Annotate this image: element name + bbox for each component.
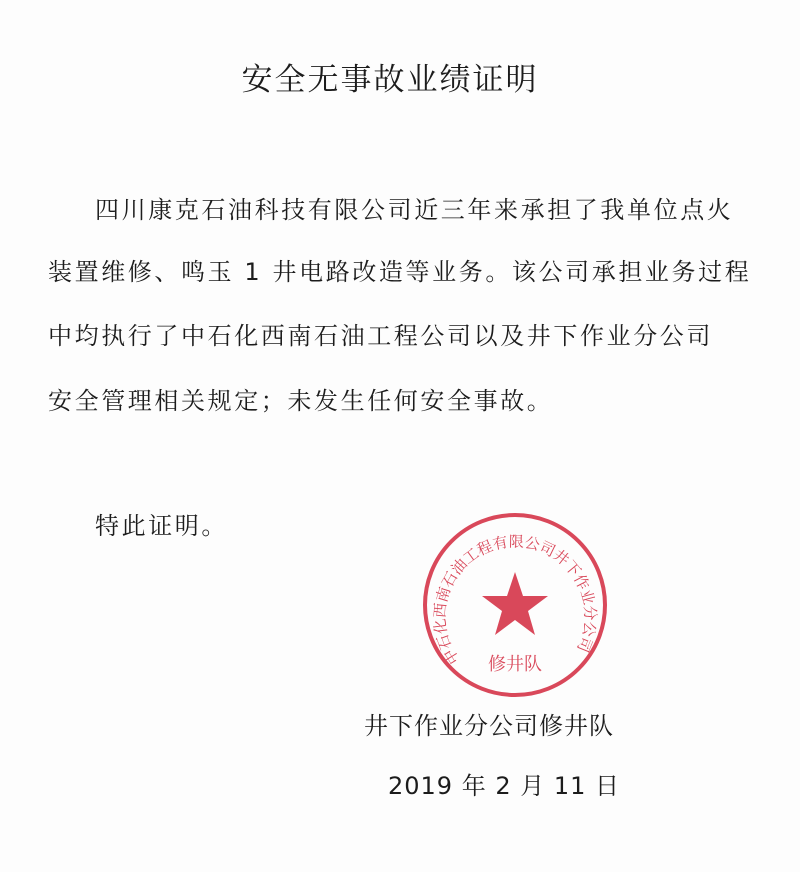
signature-date: 2019 年 2 月 11 日 (388, 772, 621, 800)
seal-outer-text: 中石化西南石油工程有限公司井下作业分公司 (430, 532, 600, 668)
seal-inner-text: 修井队 (488, 654, 542, 675)
closing-statement: 特此证明。 (95, 512, 228, 540)
body-line-1: 四川康克石油科技有限公司近三年来承担了我单位点火 (95, 196, 734, 224)
body-line-3: 中均执行了中石化西南石油工程公司以及井下作业分公司 (48, 322, 713, 350)
body-line-2: 装置维修、鸣玉 1 井电路改造等业务。该公司承担业务过程 (48, 258, 752, 286)
document-title: 安全无事故业绩证明 (241, 62, 539, 98)
signature-unit: 井下作业分公司修井队 (364, 712, 614, 740)
body-line-4: 安全管理相关规定；未发生任何安全事故。 (48, 387, 554, 415)
official-seal-stamp (420, 510, 610, 700)
star-icon (482, 572, 548, 635)
